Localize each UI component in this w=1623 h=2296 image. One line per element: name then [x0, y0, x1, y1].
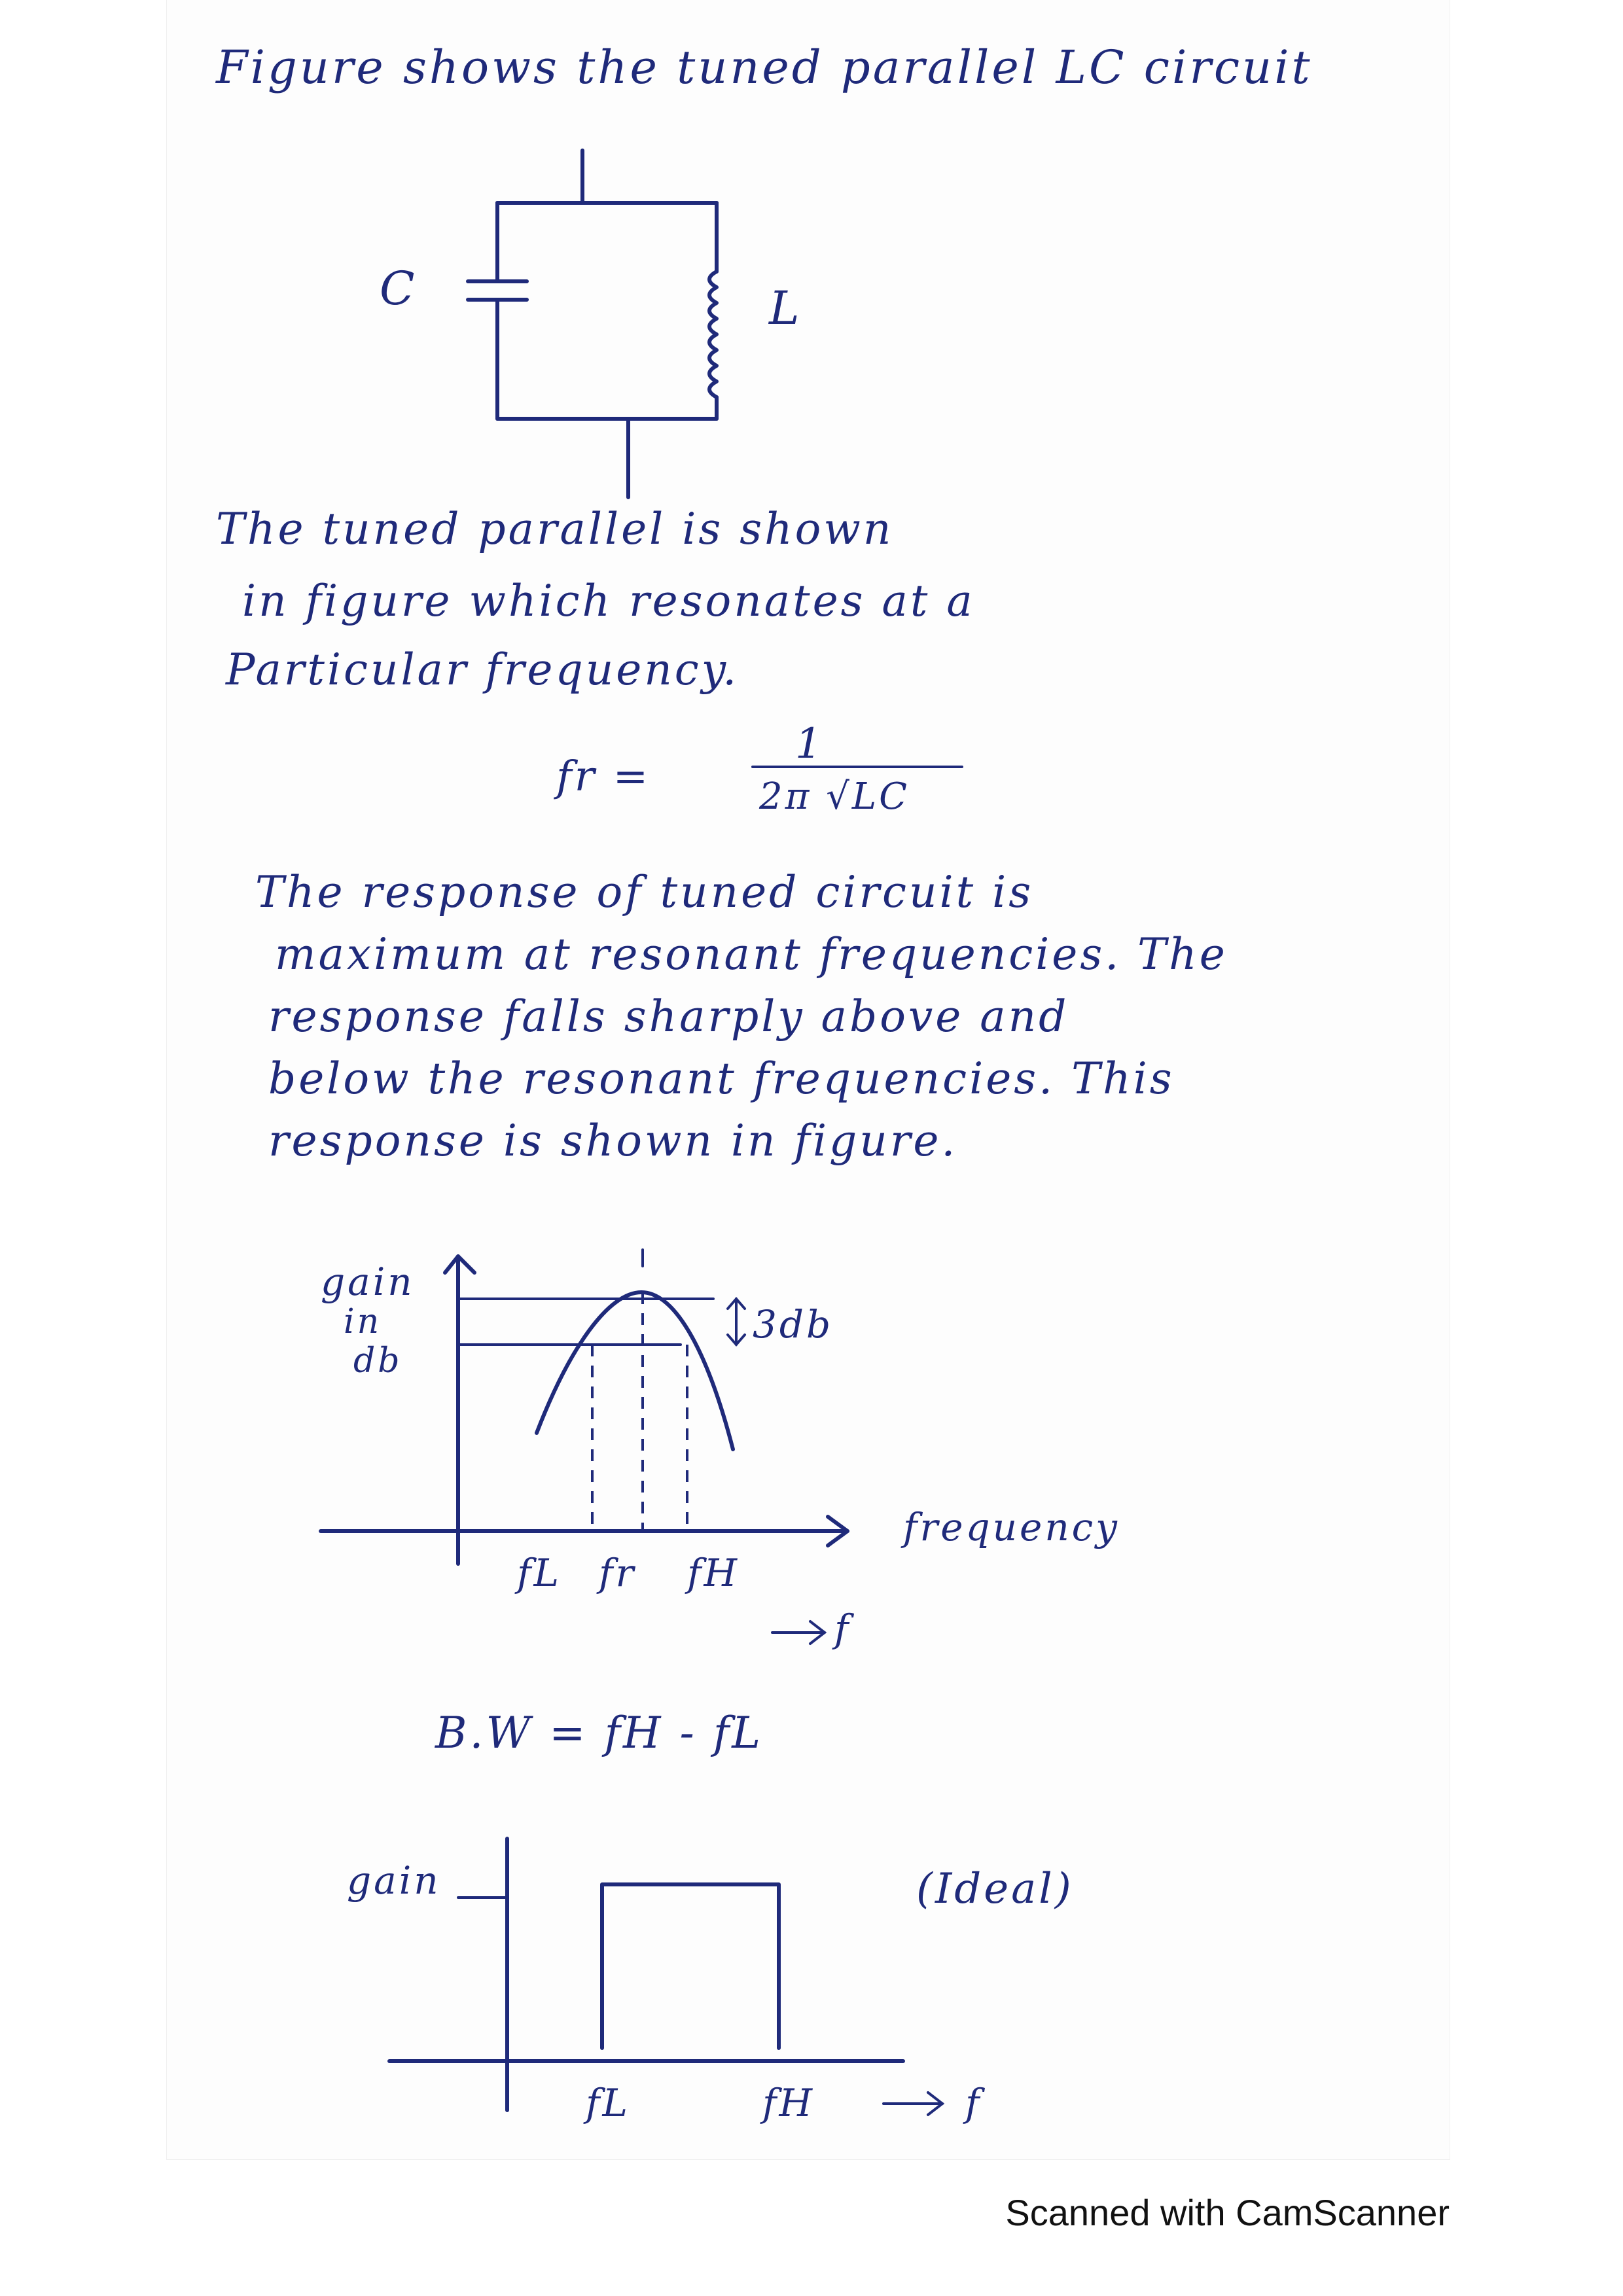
camscanner-watermark: Scanned with CamScanner — [1005, 2192, 1450, 2233]
formula-lhs: fr = — [556, 752, 651, 801]
paragraph2-line3: response falls sharply above and — [268, 991, 1069, 1042]
response-f-label: f — [834, 1606, 851, 1651]
response-ylabel-in: in — [344, 1302, 382, 1341]
capacitor-label: C — [380, 262, 418, 315]
annotation-3db: 3db — [753, 1302, 834, 1347]
ideal-note: (Ideal) — [916, 1865, 1074, 1913]
intro-line: Figure shows the tuned parallel LC circuit — [216, 41, 1313, 94]
ideal-f-label: f — [965, 2081, 982, 2125]
ideal-ylabel: gain — [347, 1858, 441, 1903]
paragraph2-line1: The response of tuned circuit is — [255, 867, 1034, 917]
inductor-label: L — [769, 281, 802, 335]
paragraph1-line3: Particular frequency. — [226, 645, 740, 695]
paragraph2-line5: response is shown in figure. — [268, 1116, 958, 1166]
bandwidth-equation: B.W = fH - fL — [435, 1708, 764, 1758]
tick-fr: fr — [599, 1551, 637, 1595]
response-xlabel: frequency — [903, 1505, 1120, 1549]
tick-fH: fH — [687, 1551, 740, 1595]
paragraph1-line1: The tuned parallel is shown — [216, 504, 894, 554]
response-ylabel-db: db — [353, 1341, 402, 1381]
formula-denominator: 2π √LC — [759, 775, 910, 818]
tick-fL: fL — [517, 1551, 562, 1595]
ideal-tick-fL: fL — [586, 2081, 630, 2125]
response-ylabel-gain: gain — [321, 1260, 415, 1304]
formula-numerator: 1 — [795, 720, 825, 768]
ideal-tick-fH: fH — [762, 2081, 815, 2125]
paragraph1-line2: in figure which resonates at a — [242, 576, 975, 626]
paragraph2-line2: maximum at resonant frequencies. The — [275, 929, 1228, 980]
paragraph2-line4: below the resonant frequencies. This — [268, 1053, 1175, 1104]
